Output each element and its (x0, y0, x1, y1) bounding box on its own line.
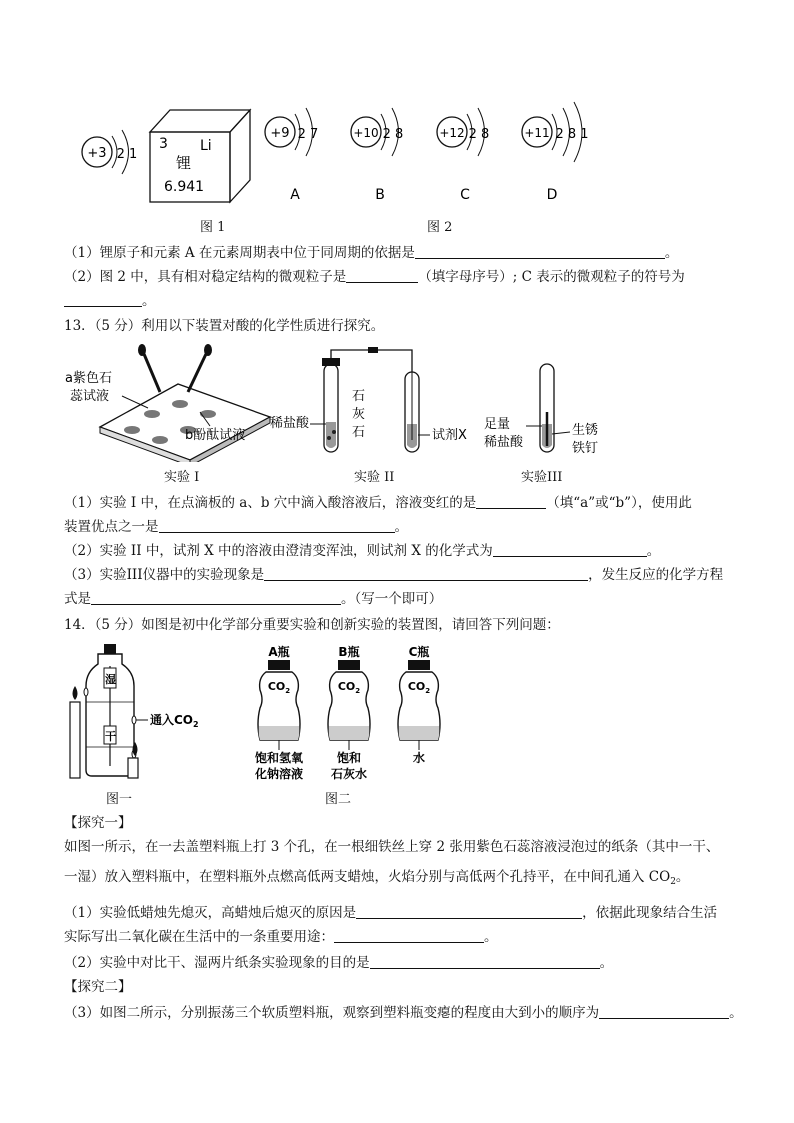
q13-sub2-line (64, 542, 660, 560)
bottle-a-liquid-2: 化钠溶液 (254, 767, 304, 780)
bottle-c-gas-sub: 2 (425, 687, 431, 695)
element-mass: 6.941 (164, 179, 205, 195)
particle-a-diagram (265, 108, 318, 203)
exp1-label-a2: 蕊试液 (70, 389, 110, 404)
q14-s1b: ，依据此现象结合生活 (582, 905, 718, 921)
particle-a-shells: 2 7 (297, 127, 319, 142)
q14-blank2[interactable] (334, 928, 484, 943)
q13-sub3-line1 (64, 566, 723, 584)
q14-title: 14．（5 分）如图是初中化学部分重要实验和创新实验的装置图，请回答下列问题： (64, 617, 560, 633)
q13-s3b: ，发生反应的化学方程 (588, 567, 724, 583)
bottle-c-gas (408, 680, 430, 695)
q13-blank3[interactable] (493, 542, 647, 557)
q14-blank1[interactable] (356, 904, 582, 919)
figure1-caption: 图 1 (200, 220, 226, 235)
bottle-b-liquid-2: 石灰水 (330, 767, 368, 780)
q14-s1c: 实际写出二氧化碳在生活中的一条重要用途： (64, 929, 334, 945)
particle-c-diagram (437, 108, 489, 203)
particle-c-nucleus: +12 (439, 126, 465, 140)
particle-a-label: A (290, 187, 300, 203)
particle-d-label: D (546, 187, 558, 203)
particle-a-nucleus: +9 (270, 126, 290, 141)
bottle-b-gas (338, 680, 360, 695)
q13-s1a: （1）实验 I 中，在点滴板的 a、b 穴中滴入酸溶液后，溶液变红的是 (64, 495, 477, 511)
exp2-stone-3: 石 (352, 425, 366, 440)
exp1-label-a1: a紫色石 (65, 371, 112, 386)
exp2-acid-label: 稀盐酸 (270, 416, 310, 431)
exp1-caption: 实验 I (164, 470, 200, 485)
exp3-nail-label-2: 铁钉 (572, 441, 599, 456)
bottle-a (254, 644, 304, 780)
exp3-caption: 实验III (521, 470, 563, 485)
exp2-stone-1: 石 (352, 389, 366, 404)
q12-line3-end: 。 (142, 293, 156, 309)
bottle-c-liquid-1: 水 (412, 751, 426, 765)
q12-line3 (64, 292, 156, 310)
q14-para2-end: 。 (675, 869, 690, 885)
q13-blank2[interactable] (159, 518, 395, 533)
q12-blank1[interactable] (415, 244, 665, 259)
figure2-caption: 图 2 (427, 220, 453, 235)
particle-d-diagram (522, 102, 589, 203)
particle-d-shells: 2 8 1 (555, 127, 589, 142)
exp1-label-b: b酚酞试液 (185, 428, 246, 443)
bottle-a-liquid-1: 饱和氢氧 (254, 751, 304, 765)
q12-sub2-text-a: （2）图 2 中，具有相对稳定结构的微观粒子是 (64, 269, 347, 285)
q14-s2b: 。 (599, 955, 614, 971)
bottle-b-liquid-1: 饱和 (336, 751, 362, 765)
q14-sub3-line (64, 1004, 743, 1022)
particle-b-nucleus: +10 (353, 126, 379, 140)
q12-sub1-text: （1）锂原子和元素 A 在元素周期表中位于同周期的依据是 (64, 245, 415, 261)
q13-s2b: 。 (646, 543, 661, 559)
q12-blank3[interactable] (64, 292, 142, 307)
q13-blank1[interactable] (476, 494, 546, 509)
exp3-nail-label-1: 生锈 (572, 423, 599, 438)
co2-inlet-subscript: 2 (193, 720, 199, 729)
element-symbol: Li (200, 138, 212, 154)
lithium-shells: 2 1 (116, 147, 138, 162)
q14-s2a: （2）实验中对比干、湿两片纸条实验现象的目的是 (64, 955, 370, 971)
q14-para1: 如图一所示，在一去盖塑料瓶上打 3 个孔，在一根细铁丝上穿 2 张用紫色石蕊溶液浸泡过的纸条（其中一干、 (64, 839, 720, 855)
element-name: 锂 (176, 154, 192, 172)
q14-sub2-line (64, 954, 613, 972)
exp2-stone-2: 灰 (352, 407, 366, 422)
q13-s1d: 。 (394, 519, 408, 535)
co2-inlet-text: 通入CO (150, 713, 194, 727)
q13-s1c: 装置优点之一是 (64, 519, 159, 535)
rusty-nail-diagram (484, 364, 598, 456)
q12-line1 (64, 244, 678, 262)
q14-explore1: 【探究一】 (64, 815, 132, 831)
bottle-a-gas-text: CO (267, 680, 286, 693)
exp3-acid-label-1: 足量 (484, 417, 511, 432)
exp3-acid-label-2: 稀盐酸 (484, 435, 524, 450)
q14-blank4[interactable] (599, 1004, 729, 1019)
q14-figure2-caption: 图二 (325, 792, 352, 807)
element-number: 3 (159, 136, 168, 152)
co2-inlet-label (150, 712, 199, 729)
q12-line2 (64, 268, 685, 286)
bottle-c-gas-text: CO (407, 680, 426, 693)
exp2-caption: 实验 II (354, 470, 395, 485)
wet-label: 湿 (105, 673, 116, 686)
q13-sub3-line2 (64, 590, 442, 608)
q14-sub1-line1 (64, 904, 717, 922)
particle-c-shells: 2 8 (468, 127, 490, 142)
q14-figure1-diagram (64, 642, 224, 782)
element-cube (150, 110, 250, 202)
q14-figure1-caption: 图一 (106, 792, 133, 807)
dry-label: 干 (105, 730, 116, 743)
bottle-c (398, 644, 440, 765)
q12-blank2[interactable] (346, 268, 418, 283)
q13-s1b: （填“a”或“b”），使用此 (546, 495, 692, 511)
q14-blank3[interactable] (370, 954, 600, 969)
lithium-atom-diagram (82, 130, 137, 174)
q14-sub1-line2 (64, 928, 498, 946)
bottle-c-name: C瓶 (408, 645, 430, 659)
q12-sub2-text-b: （填字母序号）; C 表示的微观粒子的符号为 (418, 269, 685, 285)
q13-blank4[interactable] (264, 566, 588, 581)
q12-line1-end: 。 (664, 245, 679, 261)
bottle-a-gas-sub: 2 (285, 687, 291, 695)
q13-sub1-line2 (64, 518, 408, 536)
q14-para2-sub: 2 (670, 877, 676, 887)
particle-c-label: C (460, 187, 470, 203)
bottle-a-gas (268, 680, 290, 695)
q14-figure2-diagram (244, 644, 464, 780)
q13-apparatus (60, 342, 620, 462)
exp2-reagent-label: 试剂X (432, 428, 467, 443)
bottle-a-name: A瓶 (268, 645, 290, 659)
particle-b-diagram (351, 108, 403, 203)
gas-test-diagram (270, 347, 467, 452)
q14-s3a: （3）如图二所示，分别振荡三个软质塑料瓶，观察到塑料瓶变瘪的程度由大到小的顺序为 (64, 1005, 600, 1021)
bottle-b-name: B瓶 (338, 645, 360, 659)
spot-plate-diagram (65, 344, 270, 462)
q14-explore2: 【探究二】 (64, 979, 132, 995)
q14-para2 (64, 868, 689, 891)
q13-s3d: 。（写一个即可） (341, 591, 443, 607)
bottle-b-gas-text: CO (337, 680, 356, 693)
q13-blank5[interactable] (91, 590, 341, 605)
q13-s3c: 式是 (64, 591, 91, 607)
bottle-b-gas-sub: 2 (355, 687, 361, 695)
q14-s1a: （1）实验低蜡烛先熄灭，高蜡烛后熄灭的原因是 (64, 905, 357, 921)
q13-title: 13．（5 分）利用以下装置对酸的化学性质进行探究。 (64, 318, 385, 334)
lithium-nucleus: +3 (87, 146, 107, 161)
q14-s1d: 。 (484, 929, 498, 945)
q14-para2-text: 一湿）放入塑料瓶中，在塑料瓶外点燃高低两支蜡烛，火焰分别与高低两个孔持平，在中间孔通入 CO (64, 869, 671, 885)
atom-figures (70, 92, 630, 212)
bottle-b (328, 644, 370, 780)
q13-sub1-line1 (64, 494, 692, 512)
q13-s3a: （3）实验III仪器中的实验现象是 (64, 567, 265, 583)
particle-d-nucleus: +11 (524, 126, 550, 140)
q13-s2a: （2）实验 II 中，试剂 X 中的溶液由澄清变浑浊，则试剂 X 的化学式为 (64, 543, 493, 559)
particle-b-shells: 2 8 (382, 127, 404, 142)
particle-b-label: B (375, 187, 385, 203)
q14-s3b: 。 (729, 1005, 743, 1021)
